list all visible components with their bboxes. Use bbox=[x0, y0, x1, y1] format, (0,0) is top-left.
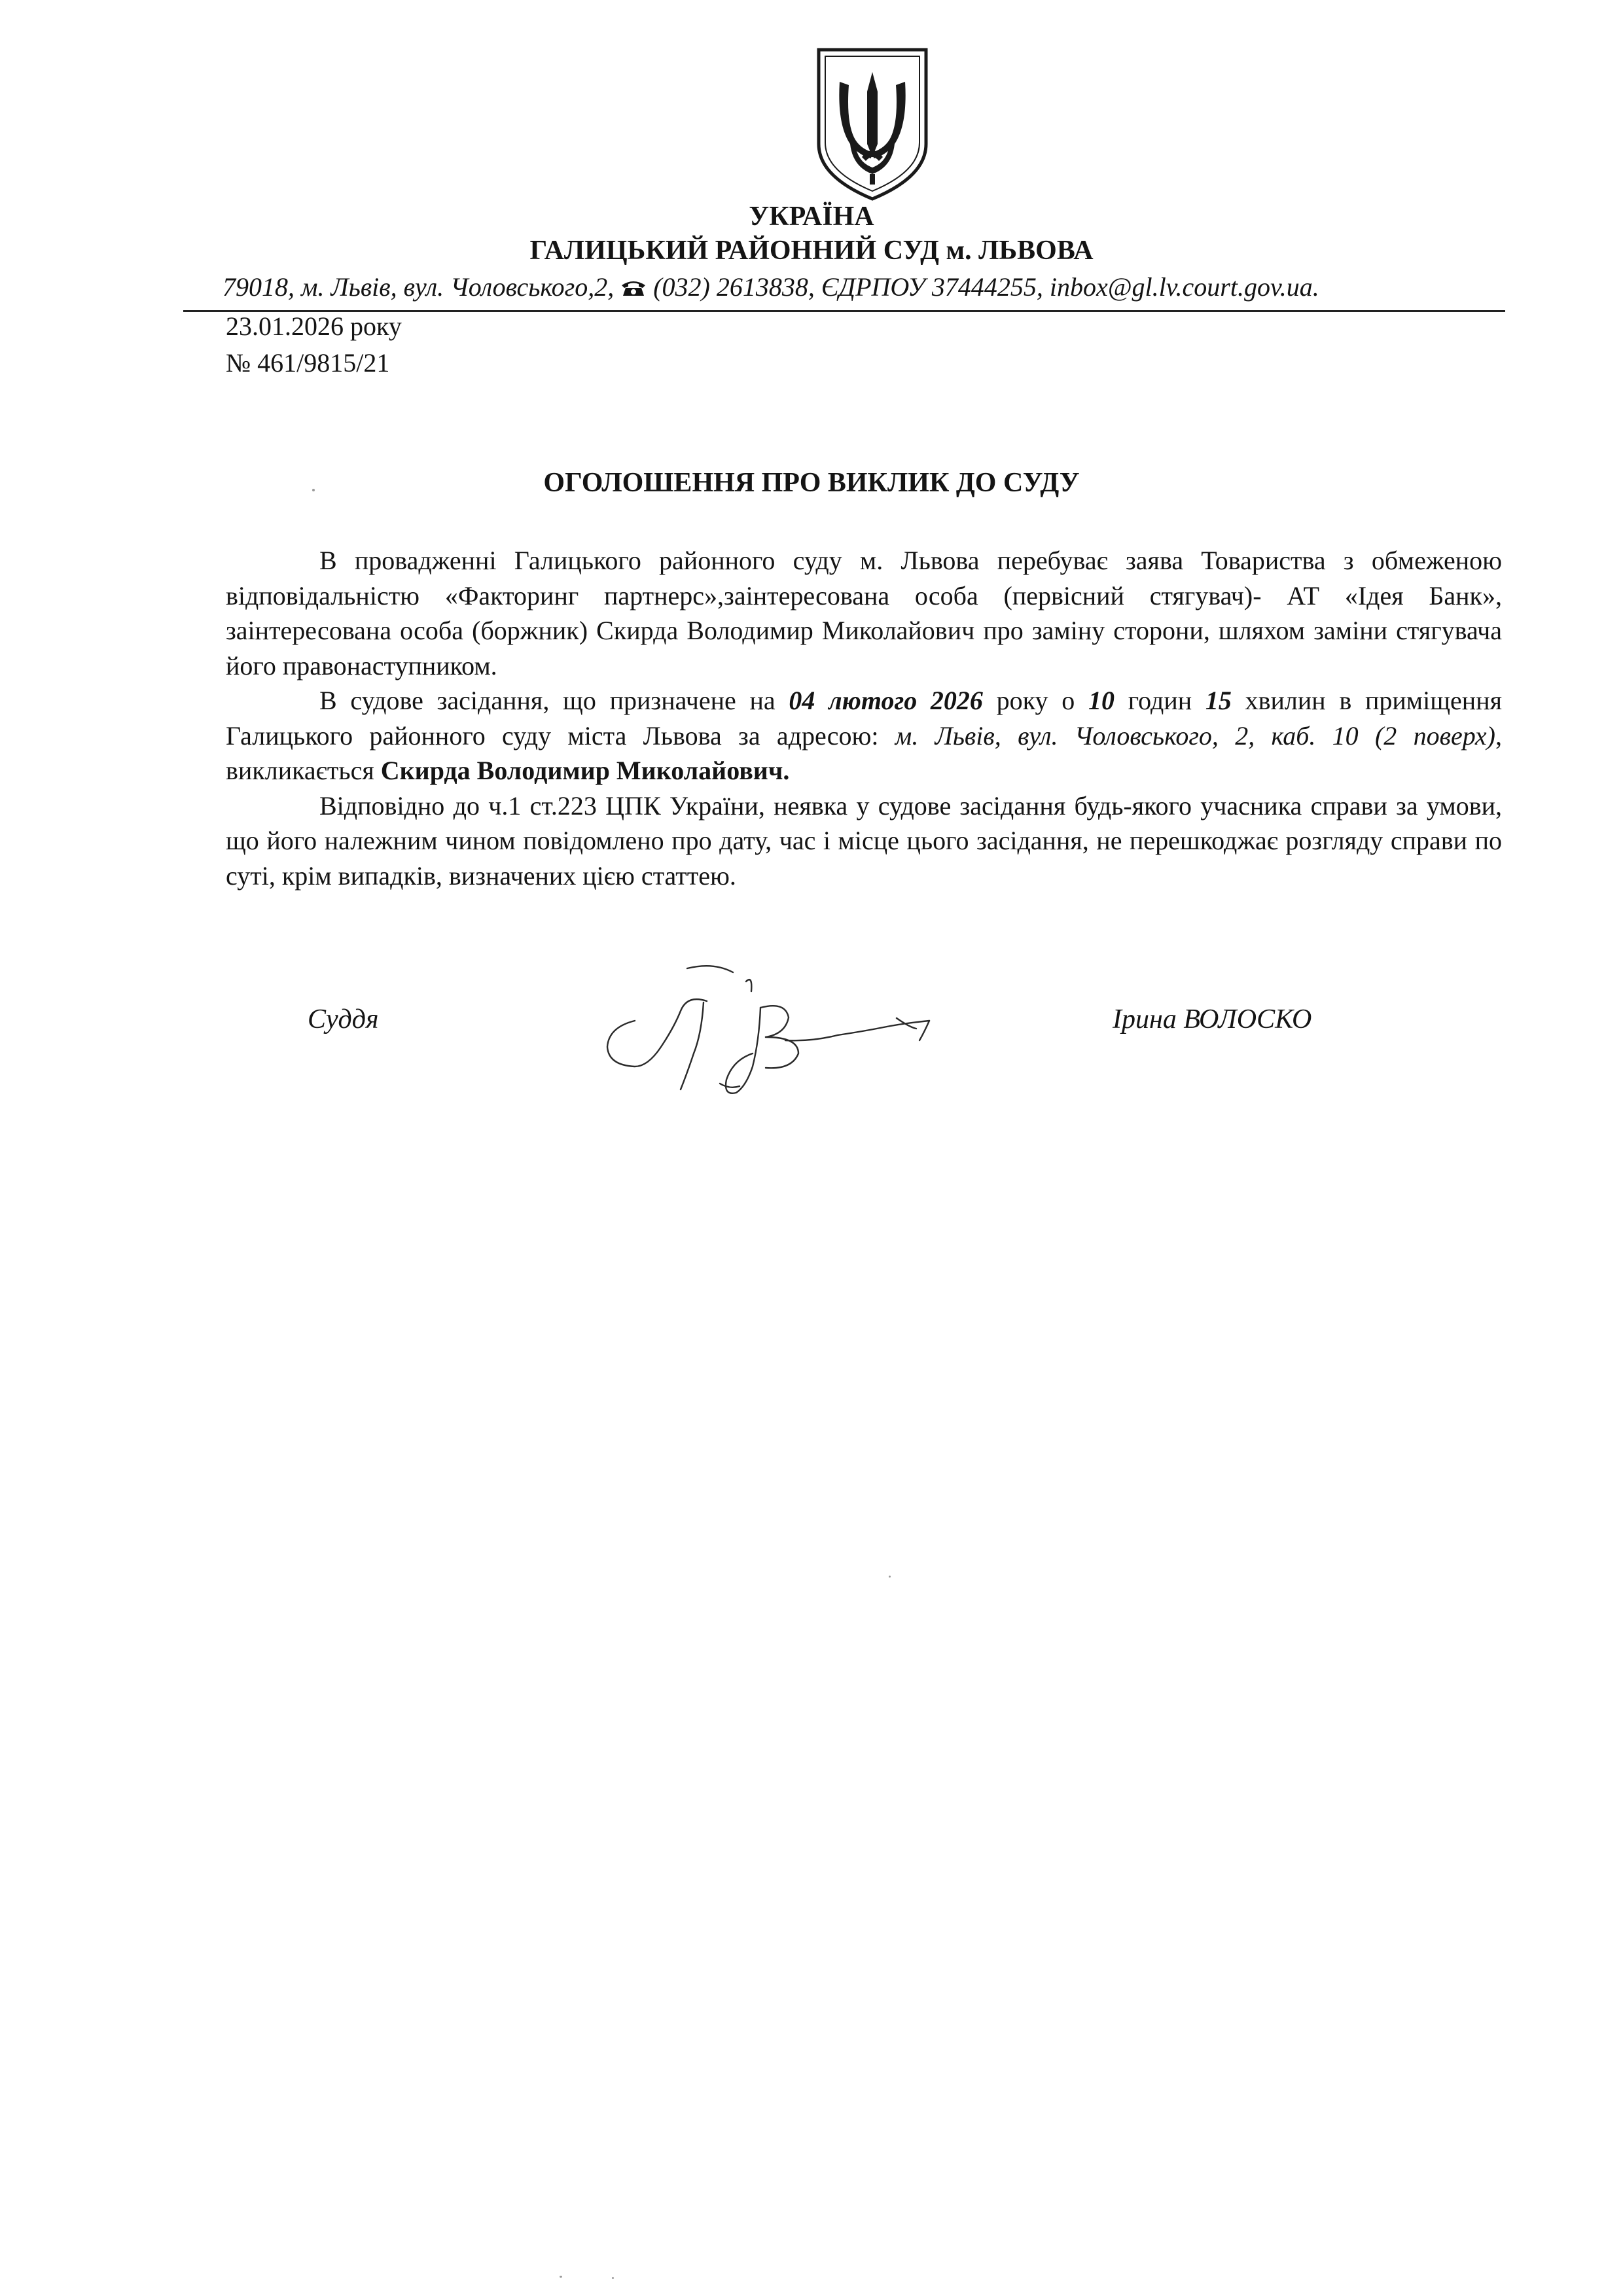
document-date: 23.01.2026 року bbox=[226, 311, 402, 341]
hearing-text-3: годин bbox=[1114, 686, 1205, 715]
hearing-text-1: В судове засідання, що призначене на bbox=[319, 686, 789, 715]
scan-speck bbox=[612, 2277, 614, 2279]
paragraph-legal-basis: Відповідно до ч.1 ст.223 ЦПК України, неявка у судове засідання будь-якого учасника справи за умови, що його належним чином повідомлено про дату, час і місце цього засідання, не перешкоджає розгляду справи по суті, крім випадків, визначених цією статтею. bbox=[226, 790, 1502, 891]
hearing-date: 04 лютого 2026 bbox=[789, 686, 983, 715]
judge-name: Ірина ВОЛОСКО bbox=[1113, 1004, 1312, 1034]
address-text-part2: (032) 2613838, ЄДРПОУ 37444255, inbox@gl.lv.court.gov.ua. bbox=[653, 272, 1319, 302]
country-heading: УКРАЇНА bbox=[749, 202, 874, 232]
notice-title: ОГОЛОШЕННЯ ПРО ВИКЛИК ДО СУДУ bbox=[543, 468, 1080, 498]
court-name-heading: ГАЛИЦЬКИЙ РАЙОННИЙ СУД м. ЛЬВОВА bbox=[529, 236, 1094, 266]
scan-speck bbox=[312, 489, 315, 491]
paragraph-hearing bbox=[226, 683, 1502, 788]
trident-coat-of-arms-icon bbox=[813, 46, 931, 203]
address-text-part1: 79018, м. Львів, вул. Чоловського,2, bbox=[223, 272, 621, 302]
hearing-text-4: хвилин в приміщення Галицького районного суду міста Львова за адресою: bbox=[226, 686, 1502, 751]
notice-body bbox=[226, 543, 1502, 893]
case-number: № 461/9815/21 bbox=[226, 348, 390, 378]
hearing-address: м. Львів, вул. Чоловського, 2, каб. 10 (2 поверх) bbox=[895, 720, 1495, 751]
judge-title: Суддя bbox=[308, 1004, 379, 1034]
scan-speck bbox=[560, 2276, 562, 2278]
handwritten-signature bbox=[589, 955, 955, 1112]
summoned-person: Скирда Володимир Миколайович. bbox=[380, 756, 790, 785]
hearing-hour: 10 bbox=[1088, 686, 1115, 715]
court-address-line bbox=[223, 271, 1466, 304]
paragraph-proceedings: В провадженні Галицького районного суду м. Львова перебуває заява Товариства з обмеженою відповідальністю «Факторинг партнерс»,заінтересована особа (первісний стягувач)- АТ «Ідея Банк», заінтересована особа (боржник) Скирда Володимир Миколайович про заміну сторони, шляхом заміни стягувача його правонаступником. bbox=[226, 546, 1502, 680]
hearing-minute: 15 bbox=[1205, 686, 1232, 715]
hearing-text-2: року о bbox=[982, 686, 1088, 715]
telephone-icon bbox=[620, 279, 647, 297]
hearing-text-5: , викликається bbox=[226, 720, 1502, 785]
scan-speck bbox=[889, 1576, 891, 1578]
